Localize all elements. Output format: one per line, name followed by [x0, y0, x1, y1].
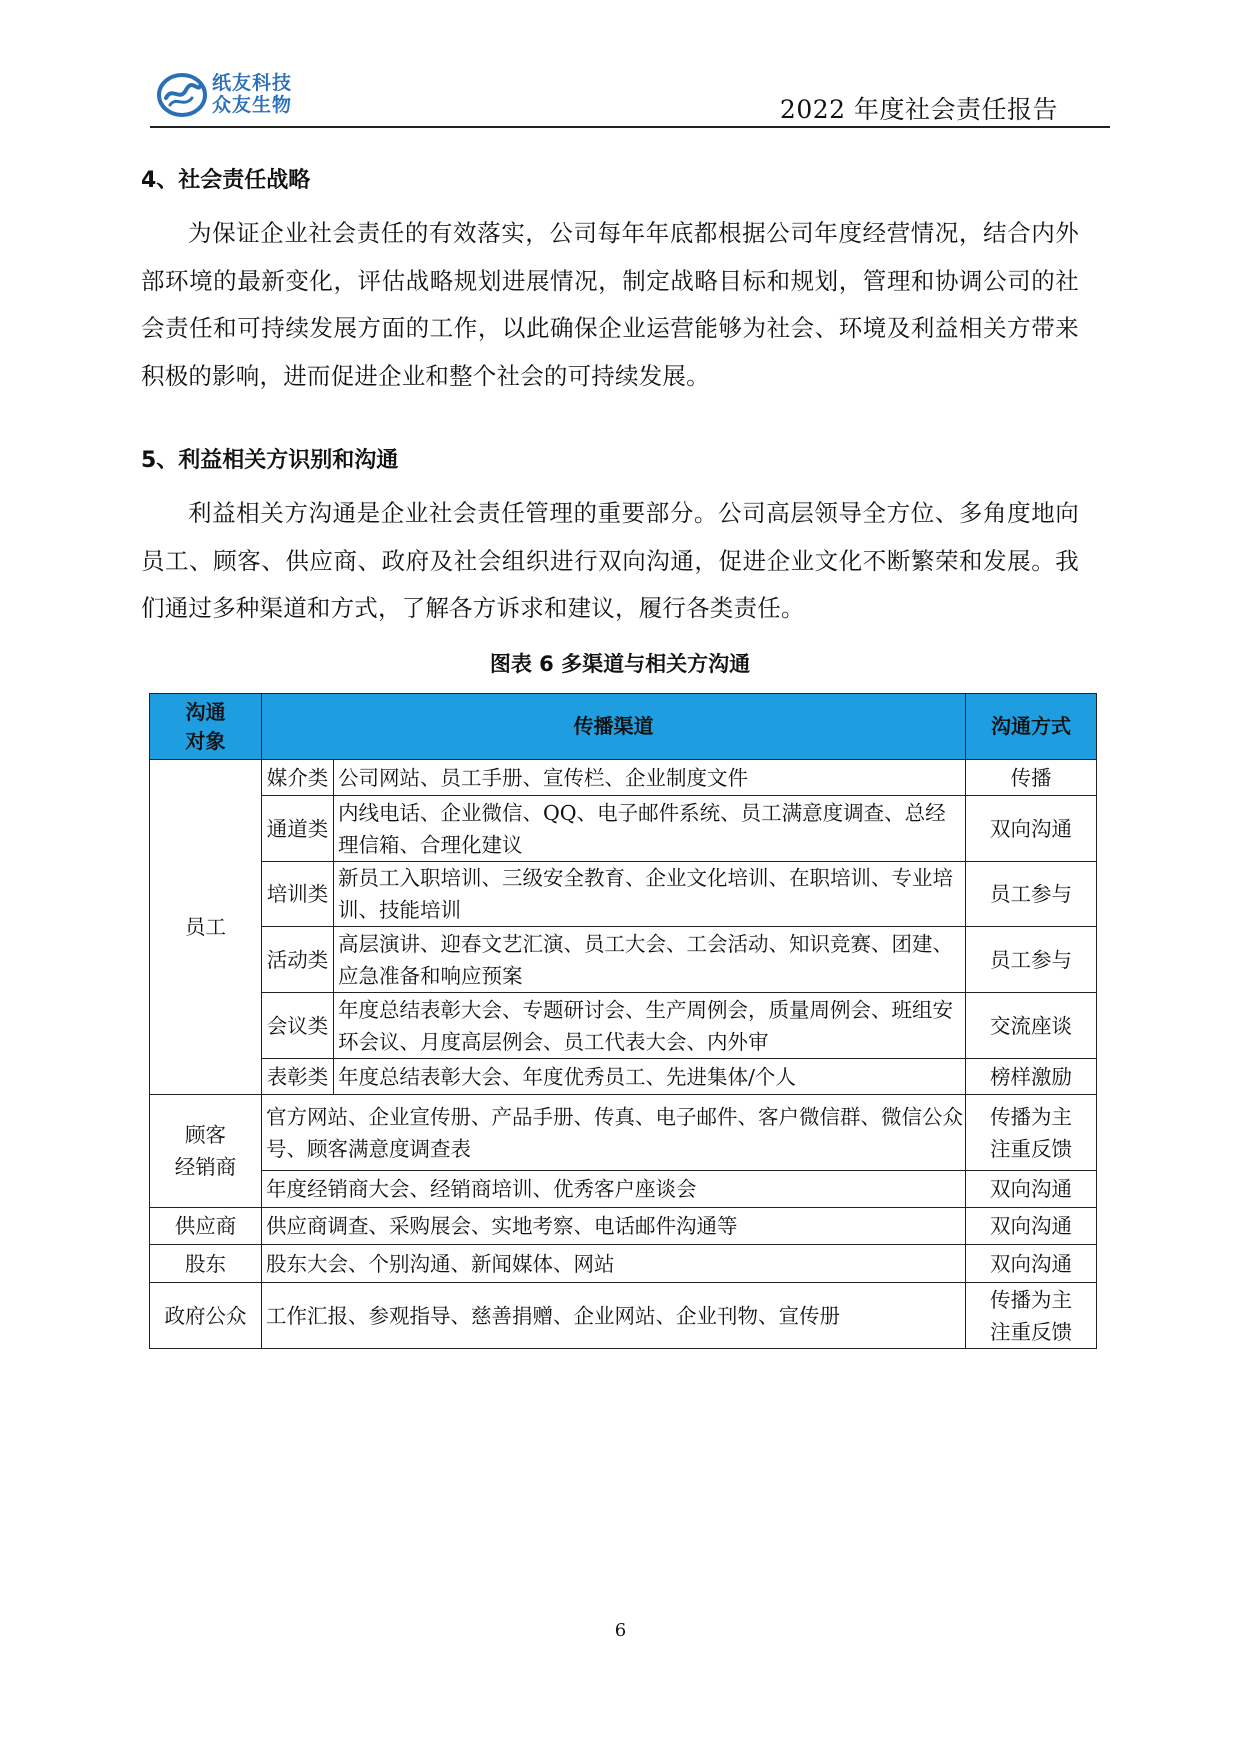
- document-title: 2022 年度社会责任报告: [779, 95, 1058, 124]
- channel-cell: 年度经销商大会、经销商培训、优秀客户座谈会: [262, 1171, 966, 1208]
- table-row: [150, 862, 1097, 927]
- target-customer: [150, 1095, 262, 1208]
- table-row: [150, 1208, 1097, 1245]
- header-target-line2: 对象: [185, 728, 226, 753]
- table-row: [150, 1245, 1097, 1283]
- table-row: [150, 1095, 1097, 1171]
- channel-cell: 股东大会、个别沟通、新闻媒体、网站: [262, 1245, 966, 1283]
- section-4-heading: 4、社会责任战略: [141, 168, 311, 193]
- table-caption: 图表 6 多渠道与相关方沟通: [489, 652, 751, 676]
- channel-cell: 年度总结表彰大会、专题研讨会、生产周例会，质量周例会、班组安环会议、月度高层例会、员工代表大会、内外审: [334, 993, 966, 1059]
- method-cell: 双向沟通: [966, 1245, 1097, 1283]
- channel-cell: 年度总结表彰大会、年度优秀员工、先进集体/个人: [334, 1059, 966, 1095]
- method-line2: 注重反馈: [990, 1136, 1072, 1161]
- target-employee: 员工: [150, 760, 262, 1095]
- header-target-line1: 沟通: [185, 699, 226, 724]
- table-row: [150, 760, 1097, 796]
- target-supplier: 供应商: [150, 1208, 262, 1245]
- category-cell: 会议类: [262, 993, 334, 1059]
- method-line1: 传播为主: [990, 1287, 1072, 1312]
- target-customer-line1: 顾客: [185, 1123, 226, 1147]
- channel-cell: 工作汇报、参观指导、慈善捐赠、企业网站、企业刊物、宣传册: [262, 1283, 966, 1349]
- target-government: 政府公众: [150, 1283, 262, 1349]
- method-cell: 榜样激励: [966, 1059, 1097, 1095]
- table-row: [150, 927, 1097, 993]
- method-cell: [966, 1095, 1097, 1171]
- table-row: [150, 1283, 1097, 1349]
- channel-cell: 内线电话、企业微信、QQ、电子邮件系统、员工满意度调查、总经理信箱、合理化建议: [334, 796, 966, 862]
- target-shareholder: 股东: [150, 1245, 262, 1283]
- table-row: [150, 1059, 1097, 1095]
- section-5-heading: 5、利益相关方识别和沟通: [141, 448, 399, 473]
- channel-cell: 高层演讲、迎春文艺汇演、员工大会、工会活动、知识竞赛、团建、应急准备和响应预案: [334, 927, 966, 993]
- method-cell: 员工参与: [966, 927, 1097, 993]
- section-5-paragraph: 利益相关方沟通是企业社会责任管理的重要部分。公司高层领导全方位、多角度地向员工、顾客、供应商、政府及社会组织进行双向沟通，促进企业文化不断繁荣和发展。我们通过多种渠道和方式，了解各方诉求和建议，履行各类责任。: [141, 499, 1079, 622]
- communication-table: [149, 693, 1097, 1349]
- company-logo: [156, 70, 301, 122]
- channel-cell: 官方网站、企业宣传册、产品手册、传真、电子邮件、客户微信群、微信公众号、顾客满意度调查表: [262, 1095, 966, 1171]
- method-cell: [966, 1283, 1097, 1349]
- target-customer-line2: 经销商: [174, 1155, 237, 1179]
- logo-line-2: 众友生物: [212, 94, 293, 116]
- category-cell: 通道类: [262, 796, 334, 862]
- method-cell: 双向沟通: [966, 796, 1097, 862]
- header-method: 沟通方式: [966, 694, 1097, 760]
- table-header-row: [150, 694, 1097, 760]
- category-cell: 培训类: [262, 862, 334, 927]
- logo-icon: [156, 72, 208, 118]
- header-channel: 传播渠道: [262, 694, 966, 760]
- method-cell: 双向沟通: [966, 1208, 1097, 1245]
- channel-cell: 公司网站、员工手册、宣传栏、企业制度文件: [334, 760, 966, 796]
- logo-text: [212, 72, 292, 116]
- page-header: [150, 60, 1110, 128]
- section-4-paragraph: 为保证企业社会责任的有效落实，公司每年年底都根据公司年度经营情况，结合内外部环境的最新变化，评估战略规划进展情况，制定战略目标和规划，管理和协调公司的社会责任和可持续发展方面的工作，以此确保企业运营能够为社会、环境及利益相关方带来积极的影响，进而促进企业和整个社会的可持续发展。: [141, 219, 1079, 390]
- header-target: [150, 694, 262, 760]
- table-row: [150, 1171, 1097, 1208]
- table-row: [150, 796, 1097, 862]
- method-cell: 双向沟通: [966, 1171, 1097, 1208]
- method-line1: 传播为主: [990, 1104, 1072, 1129]
- category-cell: 媒介类: [262, 760, 334, 796]
- method-line2: 注重反馈: [990, 1319, 1072, 1344]
- channel-cell: 供应商调查、采购展会、实地考察、电话邮件沟通等: [262, 1208, 966, 1245]
- logo-line-1: 纸友科技: [212, 72, 293, 94]
- channel-cell: 新员工入职培训、三级安全教育、企业文化培训、在职培训、专业培训、技能培训: [334, 862, 966, 927]
- method-cell: 员工参与: [966, 862, 1097, 927]
- table-row: [150, 993, 1097, 1059]
- method-cell: 传播: [966, 760, 1097, 796]
- method-cell: 交流座谈: [966, 993, 1097, 1059]
- category-cell: 活动类: [262, 927, 334, 993]
- page-number: 6: [614, 1620, 627, 1641]
- category-cell: 表彰类: [262, 1059, 334, 1095]
